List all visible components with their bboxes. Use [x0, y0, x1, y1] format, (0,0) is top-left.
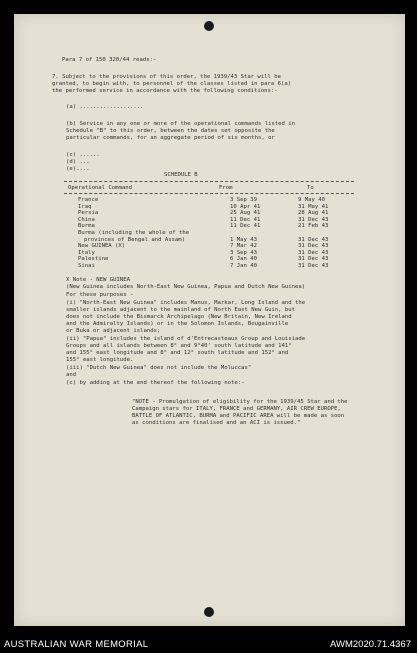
- archive-footer: [0, 638, 417, 653]
- para7-line: the performed service in accordance with the following conditions:-: [52, 88, 278, 94]
- footer-institution: AUSTRALIAN WAR MEMORIAL: [4, 639, 149, 650]
- final-note-line: BATTLE OF ATLANTIC, BURMA and PACIFIC AREA will be made as soon: [132, 413, 345, 419]
- item-d: (d) ...: [66, 159, 90, 165]
- final-note-line: "NOTE - Promulgation of eligibility for the 1939/45 Star and the: [132, 399, 348, 405]
- note-line: and 155° east longitude and 8° and 12° south latitude and 152° and: [66, 350, 289, 356]
- item-e: (e)....: [66, 166, 90, 172]
- document-page: Para 7 of 150 320/44 reads:- 7. Subject to the provisions of this order, the 1939/43 Star will be granted, to begin with, to personnel of the classes listed in para 6(a) the performed service in accordance with the following conditions:- (a) ................... (b) Service in any one or more of the operational commands listed in Schedule "B" to this order, between the dates set opposite the particular commands, for an aggregate period of six months, or (c) ...... (d) ... (e).... SCHEDULE B Operational Command From To France 3 Sep 39 9 May 40 Iraq 10 Apr 41 31 May 41 Persia 25 Aug 41 28 Aug 41 China 11 Dec 41 31 Dec 43 Burma 11 Dec 41 21 Feb 43 Burma (including the whole of the provinces of Bengal and Assam) 1 May 43 31 Dec 43 New GUINEA (X) 7 Mar 42 31 Dec 43 Italy 3 Sep 43 31 Dec 43 Palestine 6 Jan 40 31 Dec 43 Sinai 7 Jan 40 31 Dec 43 X Note - NEW GUINEA (New Guinea includes North-East New Guinea, Papua and Dutch New Guinea) For these purposes - (i) "North-East New Guinea" includes Manus, Markar, Long Island and the smaller islands adjacent to the mainland of North East New Guin, but does not include the Bismarck Archipelago (New Britain, New Ireland and the Admiralty Islands) or in the Solomon Islands, Bougainville or Buka or adjacent islands; (ii) "Papua" includes the island of d'Entrecasteaux Group and Louisiade Groups and all islands between 8° and 9°40' south latitude and 141° and 155° east longitude and 8° and 12° south latitude and 152° and 155° east longitude. (iii) "Dutch New Guinea" does not include the Moluccas" and (c) by adding at the end thereof the following note:- "NOTE - Promulgation of eligibility for the 1939/45 Star and the Campaign stars for ITALY, FRANCE and GERMANY, AIR CREW EUROPE, BATTLE OF ATLANTIC, BURMA and PACIFIC AREA will be made as soon as conditions are finalised and an ACI is issued.": [14, 14, 405, 626]
- note-line: and: [66, 372, 77, 378]
- punch-hole-top: [204, 21, 214, 31]
- schedule-header-command: Operational Command: [68, 185, 132, 191]
- note-line: Groups and all islands between 8° and 9°40' south latitude and 141°: [66, 343, 292, 349]
- note-heading: X Note - NEW GUINEA: [66, 277, 130, 283]
- schedule-header-to: To: [307, 185, 314, 191]
- item-b-line: Schedule "B" to this order, between the dates set opposite the: [66, 128, 275, 134]
- punch-hole-bottom: [204, 607, 214, 617]
- note-line: and the Admiralty Islands) or in the Solomon Islands, Bougainville: [66, 321, 289, 327]
- note-line: (New Guinea includes North-East New Guinea, Papua and Dutch New Guinea): [66, 284, 306, 290]
- schedule-rule: [64, 181, 354, 182]
- footer-accession-number: AWM2020.71.4367: [330, 639, 411, 650]
- para7-line: granted, to begin with, to personnel of the classes listed in para 6(a): [52, 81, 292, 87]
- note-line: (c) by adding at the end thereof the following note:-: [66, 380, 245, 386]
- final-note-line: as conditions are finalised and an ACI is issued.": [132, 420, 301, 426]
- note-line: does not include the Bismarck Archipelago (New Britain, New Ireland: [66, 314, 292, 320]
- schedule-header-rule: [64, 193, 354, 194]
- item-a: (a) ...................: [66, 104, 144, 110]
- item-b-line: particular commands, for an aggregate period of six months, or: [66, 135, 275, 141]
- note-line: (ii) "Papua" includes the island of d'Entrecasteaux Group and Louisiade: [66, 336, 306, 342]
- heading: Para 7 of 150 320/44 reads:-: [62, 57, 157, 63]
- note-line: 155° east longitude.: [66, 357, 134, 363]
- schedule-header-from: From: [219, 185, 233, 191]
- note-line: or Buka or adjacent islands;: [66, 328, 161, 334]
- item-c: (c) ......: [66, 152, 100, 158]
- note-line: (i) "North-East New Guinea" includes Manus, Markar, Long Island and the: [66, 300, 306, 306]
- note-line: (iii) "Dutch New Guinea" does not include the Moluccas": [66, 365, 252, 371]
- final-note-line: Campaign stars for ITALY, FRANCE and GERMANY, AIR CREW EUROPE,: [132, 406, 341, 412]
- note-line: For these purposes -: [66, 292, 134, 298]
- note-line: smaller islands adjacent to the mainland of North East New Guin, but: [66, 307, 296, 313]
- schedule-title: SCHEDULE B: [164, 172, 198, 178]
- item-b-line: (b) Service in any one or more of the operational commands listed in: [66, 121, 296, 127]
- para7-line: 7. Subject to the provisions of this order, the 1939/43 Star will be: [52, 74, 282, 80]
